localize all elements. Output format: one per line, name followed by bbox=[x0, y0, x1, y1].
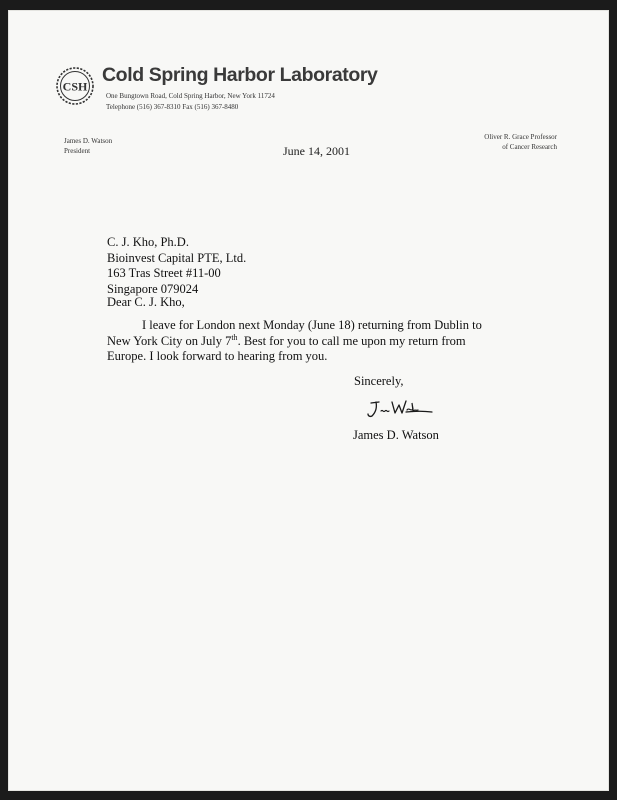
body-superscript: th bbox=[231, 332, 238, 342]
closing: Sincerely, bbox=[354, 374, 404, 388]
professorship-line-2: of Cancer Research bbox=[502, 143, 557, 151]
letter-date: June 14, 2001 bbox=[283, 144, 350, 158]
letter-page bbox=[8, 10, 609, 791]
recipient-line: C. J. Kho, Ph.D. bbox=[107, 235, 189, 249]
sender-block bbox=[64, 136, 112, 156]
laboratory-phone-fax: Telephone (516) 367-8310 Fax (516) 367-8480 bbox=[106, 103, 239, 111]
laboratory-name: Cold Spring Harbor Laboratory bbox=[102, 64, 378, 86]
letter-body bbox=[107, 318, 502, 365]
csh-logo-text: CSH bbox=[62, 79, 88, 94]
recipient-line: 163 Tras Street #11-00 bbox=[107, 266, 221, 280]
professorship-block bbox=[484, 132, 557, 152]
handwritten-signature bbox=[362, 394, 434, 420]
salutation: Dear C. J. Kho, bbox=[107, 295, 185, 309]
recipient-address bbox=[107, 235, 246, 297]
recipient-line: Bioinvest Capital PTE, Ltd. bbox=[107, 250, 247, 265]
sender-name: James D. Watson bbox=[64, 137, 113, 145]
sender-title: President bbox=[64, 147, 91, 155]
body-text-part-2: . Best for you to call me upon my return from Europe. I look forward to hearing from you. bbox=[107, 333, 466, 363]
professorship-line-1: Oliver R. Grace Professor bbox=[484, 133, 557, 141]
body-text-part-1: I leave for London next Monday (June 18) returning from Dublin to New York City on July 7 bbox=[107, 318, 482, 348]
laboratory-address: One Bungtown Road, Cold Spring Harbor, New York 11724 bbox=[106, 92, 275, 100]
recipient-line: Singapore 079024 bbox=[107, 281, 199, 296]
signer-name: James D. Watson bbox=[353, 428, 439, 442]
csh-logo bbox=[55, 66, 95, 106]
